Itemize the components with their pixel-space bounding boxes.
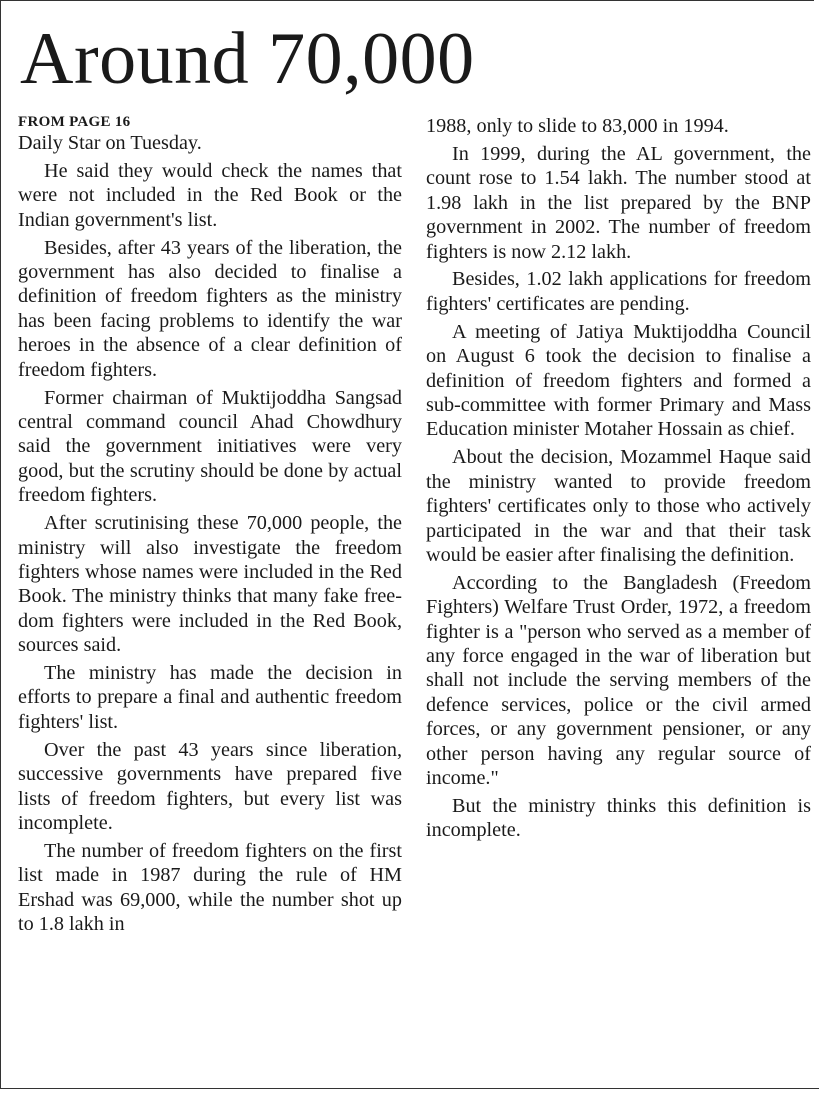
paragraph: Over the past 43 years since liberation, successive governments have prepared five lists of freedom fighters, but every list was incomplete. <box>18 738 402 834</box>
paragraph: Former chairman of Muktijoddha Sangsad central command council Ahad Chowdhury said the government initiatives were very good, but the scrutiny should be done by actual freedom fighters. <box>18 386 402 507</box>
paragraph: The number of freedom fighters on the first list made in 1987 during the rule of HM Ershad was 69,000, while the number shot up to 1.8 lakh in <box>18 839 402 936</box>
paragraph-continuation: 1988, only to slide to 83,000 in 1994. <box>426 115 729 137</box>
right-column <box>426 114 811 846</box>
left-column <box>18 114 402 937</box>
paragraph: After scrutinising these 70,000 people, the ministry will also investigate the freedom fighters whose names were included in the Red Book. The ministry thinks that many fake freedom fighters were included in the Red Book, sources said. <box>18 512 402 657</box>
paragraph: Besides, after 43 years of the liberation, the government has also decided to finalise a definition of freedom fighters as the ministry has been facing problems to identify the war heroes in the absence of a clear definition of freedom fighters. <box>18 236 402 381</box>
paragraph: Besides, 1.02 lakh applications for freedom fighters' certificates are pending. <box>426 268 811 315</box>
paragraph: According to the Bangladesh (Freedom Fighters) Welfare Trust Order, 1972, a freedom fighter is a "person who served as a member of any force engaged in the war of liberation but shall not include the serving members of the defence services, police or the civil armed forces, or any government pensioner, or any other person having any regular source of income." <box>426 571 811 790</box>
paragraph: About the decision, Mozammel Haque said the ministry wanted to provide freedom fighters' certificates only to those who actively participated in the war and that their task would be easier after finalising the definition. <box>426 446 811 566</box>
headline: Around 70,000 <box>20 18 475 100</box>
paragraph: But the ministry thinks this definition is incomplete. <box>426 794 811 842</box>
paragraph: The ministry has made the decision in efforts to prepare a final and authentic freedom fighters' list. <box>18 662 402 733</box>
paragraph-continuation: Daily Star on Tuesday. <box>18 132 202 154</box>
bottom-rule <box>0 1088 819 1089</box>
paragraph: A meeting of Jatiya Muktijoddha Council on August 6 took the decision to finalise a definition of freedom fighters and formed a sub-committee with former Primary and Mass Education minister Motaher Hossain as chief. <box>426 320 811 441</box>
paragraph: He said they would check the names that were not included in the Red Book or the Indian government's list. <box>18 159 402 231</box>
kicker: FROM PAGE 16 <box>18 114 131 130</box>
paragraph: In 1999, during the AL government, the count rose to 1.54 lakh. The number stood at 1.98 lakh in the list prepared by the BNP government in 2002. The number of freedom fighters is now 2.12 lakh. <box>426 142 811 263</box>
